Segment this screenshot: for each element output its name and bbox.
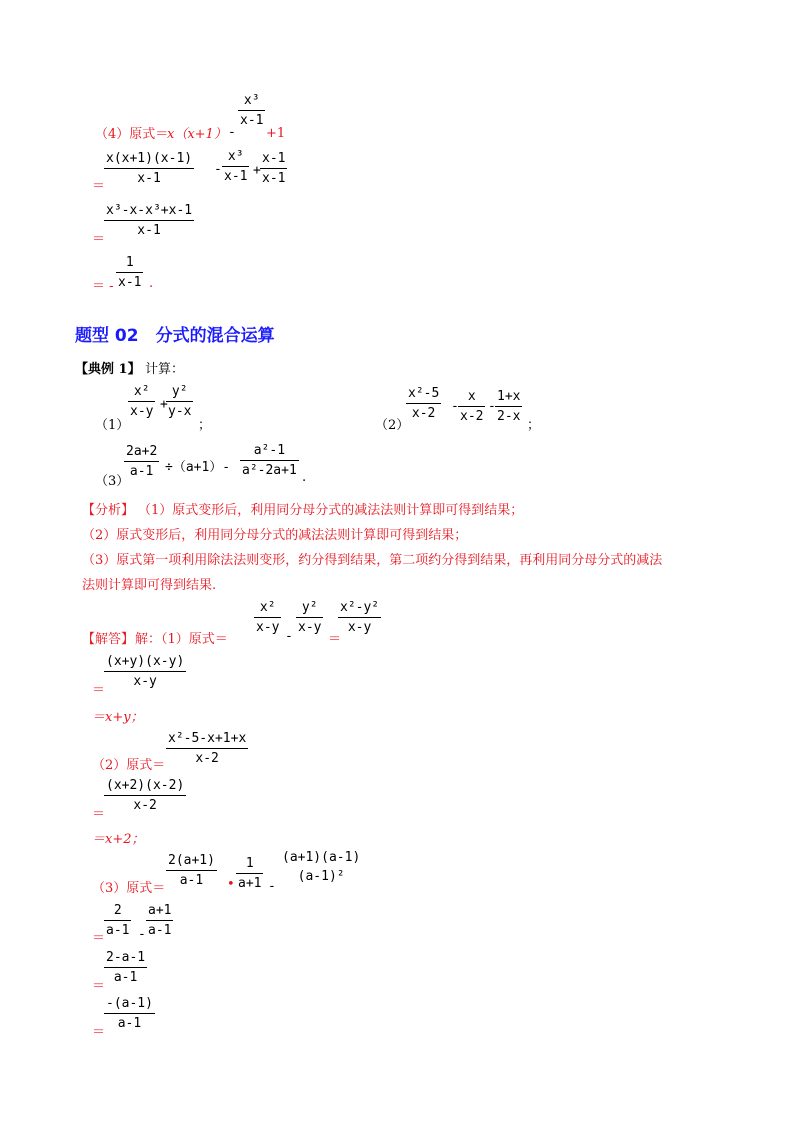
example-label: 【典例 1】 bbox=[75, 362, 141, 377]
s3-f3-den: (a-1)² bbox=[297, 869, 345, 884]
eq-sign: ＝ bbox=[92, 931, 106, 946]
s3-l2-frac1 bbox=[104, 903, 131, 938]
p4-label: （4）原式＝ bbox=[95, 127, 169, 142]
s1-frac3 bbox=[338, 600, 381, 635]
s2-frac1 bbox=[166, 731, 248, 766]
p4-frac-num: x³ bbox=[238, 93, 265, 111]
p4-expr: x（x+1） bbox=[167, 127, 227, 142]
s2-l2-num: (x+2)(x-2) bbox=[104, 778, 186, 796]
p4-plus1: +1 bbox=[266, 126, 286, 141]
s1-l3: ＝x+y； bbox=[92, 710, 144, 725]
s3-f2-num: 1 bbox=[236, 856, 263, 874]
p4-l3-den: x-1 bbox=[137, 223, 161, 238]
p4-l2-f2-num: x³ bbox=[222, 149, 249, 167]
s3-f1-den: a-1 bbox=[179, 873, 204, 888]
p4-fraction bbox=[238, 93, 265, 128]
p4-minus: - bbox=[228, 125, 236, 140]
q2-f1-num: x²-5 bbox=[406, 386, 441, 404]
q3-f1-num: 2a+2 bbox=[124, 444, 159, 462]
q1-label: （1） bbox=[95, 418, 130, 433]
q2-f3-den: 2-x bbox=[497, 409, 521, 424]
s3-l4-num: -(a-1) bbox=[104, 996, 155, 1014]
p4-l2-op1: - bbox=[214, 162, 222, 177]
analysis-line1: （1）原式变形后，利用同分母分式的减法法则计算即可得到结果； bbox=[138, 503, 524, 518]
p4-l4-num: 1 bbox=[116, 255, 143, 273]
p4-l2-frac1 bbox=[104, 151, 194, 186]
section-heading: 题型 02 分式的混合运算 bbox=[75, 326, 275, 346]
q1-f1-den: x-y bbox=[130, 404, 154, 419]
s1-f1-den: x-y bbox=[256, 620, 280, 635]
q2-op1: - bbox=[451, 399, 459, 414]
s3-l2-f2-den: a-1 bbox=[148, 923, 172, 938]
s2-l2-frac bbox=[104, 778, 186, 813]
solution-intro: 解：（1）原式＝ bbox=[135, 632, 228, 647]
s2-l3: ＝x+2； bbox=[92, 832, 145, 847]
q3-f2-num: a²-1 bbox=[240, 443, 299, 461]
p4-l2-op2: + bbox=[253, 163, 261, 178]
q2-frac1 bbox=[406, 386, 441, 421]
q3-f2-den: a²-2a+1 bbox=[242, 463, 297, 478]
s3-l2-f1-den: a-1 bbox=[106, 923, 130, 938]
p4-l2-f2-den: x-1 bbox=[224, 169, 248, 184]
p4-l3-frac bbox=[104, 203, 194, 238]
q1-f2-num: y² bbox=[166, 384, 193, 402]
s2-f1-num: x²-5-x+1+x bbox=[166, 731, 248, 749]
s3-l2-f1-num: 2 bbox=[104, 903, 131, 921]
q3-f1-den: a-1 bbox=[129, 464, 154, 479]
p4-frac-den: x-1 bbox=[240, 113, 264, 128]
s3-f2-den: a+1 bbox=[238, 876, 262, 891]
eq-sign: ＝ bbox=[92, 807, 106, 822]
q1-frac2 bbox=[166, 384, 193, 419]
s3-l4-den: a-1 bbox=[117, 1016, 142, 1031]
q2-end: ； bbox=[527, 418, 541, 433]
q2-op2: - bbox=[488, 399, 496, 414]
p4-l2-f3-den: x-1 bbox=[262, 171, 286, 186]
q1-frac1 bbox=[128, 384, 155, 419]
p4-l2-frac3 bbox=[260, 151, 287, 186]
p4-l4-prefix: ＝ - bbox=[92, 279, 114, 294]
s3-f1-num: 2(a+1) bbox=[166, 853, 217, 871]
eq-sign: ＝ bbox=[92, 979, 106, 994]
p4-l2-num: x(x+1)(x-1) bbox=[104, 151, 194, 169]
p4-l2-den: x-1 bbox=[137, 171, 161, 186]
s1-f2-den: x-y bbox=[298, 620, 322, 635]
s3-intro: （3）原式＝ bbox=[92, 881, 166, 896]
eq-sign: ＝ bbox=[92, 1025, 106, 1040]
q2-f3-num: 1+x bbox=[495, 389, 522, 407]
s1-frac1 bbox=[254, 600, 281, 635]
s3-l3-den: a-1 bbox=[113, 970, 138, 985]
s3-frac1 bbox=[166, 853, 217, 888]
q1-f2-den: y-x bbox=[168, 404, 192, 419]
p4-l4-den: x-1 bbox=[118, 275, 142, 290]
s2-intro: （2）原式＝ bbox=[92, 758, 166, 773]
s3-op: - bbox=[268, 879, 276, 894]
analysis-line2: （2）原式变形后，利用同分母分式的减法法则计算即可得到结果； bbox=[82, 528, 468, 543]
s1-eq: ＝ bbox=[328, 632, 342, 647]
q1-op: + bbox=[160, 397, 168, 412]
s3-l4-frac bbox=[104, 996, 155, 1031]
eq-sign: ＝ bbox=[92, 179, 106, 194]
analysis-line4: 法则计算即可得到结果. bbox=[82, 578, 217, 593]
q1-f1-num: x² bbox=[128, 384, 155, 402]
s3-l2-frac2 bbox=[146, 903, 173, 938]
analysis-label: 【分析】 bbox=[82, 503, 135, 518]
s3-dot: • bbox=[227, 877, 235, 892]
s1-f3-num: x²-y² bbox=[338, 600, 381, 618]
eq-sign: ＝ bbox=[92, 683, 106, 698]
s3-l3-num: 2-a-1 bbox=[104, 950, 147, 968]
s1-f2-num: y² bbox=[296, 600, 323, 618]
s3-frac2 bbox=[236, 856, 263, 891]
analysis-line3: （3）原式第一项利用除法法则变形，约分得到结果，第二项约分得到结果，再利用同分母分式的减法 bbox=[82, 553, 663, 568]
q2-f2-num: x bbox=[458, 389, 485, 407]
p4-l4-frac bbox=[116, 255, 143, 290]
s1-l2-frac bbox=[104, 654, 186, 689]
s3-l3-frac bbox=[104, 950, 147, 985]
s1-frac2 bbox=[296, 600, 323, 635]
q2-f1-den: x-2 bbox=[411, 406, 436, 421]
q2-frac3 bbox=[495, 389, 522, 424]
solution-label: 【解答】 bbox=[82, 632, 135, 647]
eq-sign: ＝ bbox=[92, 232, 106, 247]
p4-l2-f3-num: x-1 bbox=[260, 151, 287, 169]
s1-f1-num: x² bbox=[254, 600, 281, 618]
q1-end: ； bbox=[198, 418, 212, 433]
s1-f3-den: x-y bbox=[347, 620, 372, 635]
q3-end: . bbox=[302, 470, 307, 485]
s2-l2-den: x-2 bbox=[133, 798, 157, 813]
q2-label: （2） bbox=[375, 418, 410, 433]
q3-label: （3） bbox=[95, 474, 130, 489]
example-task: 计算： bbox=[145, 362, 185, 377]
q2-f2-den: x-2 bbox=[460, 409, 484, 424]
q2-frac2 bbox=[458, 389, 485, 424]
s3-l2-f2-num: a+1 bbox=[146, 903, 173, 921]
q3-frac2 bbox=[240, 443, 299, 478]
s1-l2-den: x-y bbox=[133, 674, 157, 689]
s3-frac3 bbox=[280, 850, 362, 884]
s3-f3-num: (a+1)(a-1) bbox=[282, 850, 361, 865]
s1-op: - bbox=[285, 629, 293, 644]
p4-l3-num: x³-x-x³+x-1 bbox=[104, 203, 194, 221]
s1-l2-num: (x+y)(x-y) bbox=[104, 654, 186, 672]
s3-l2-op: - bbox=[138, 927, 146, 942]
p4-l2-frac2 bbox=[222, 149, 249, 184]
p4-l4-dot: . bbox=[149, 276, 154, 291]
q3-mid: ÷（a+1）- bbox=[165, 460, 231, 475]
s2-f1-den: x-2 bbox=[195, 751, 219, 766]
q3-frac1 bbox=[124, 444, 159, 479]
